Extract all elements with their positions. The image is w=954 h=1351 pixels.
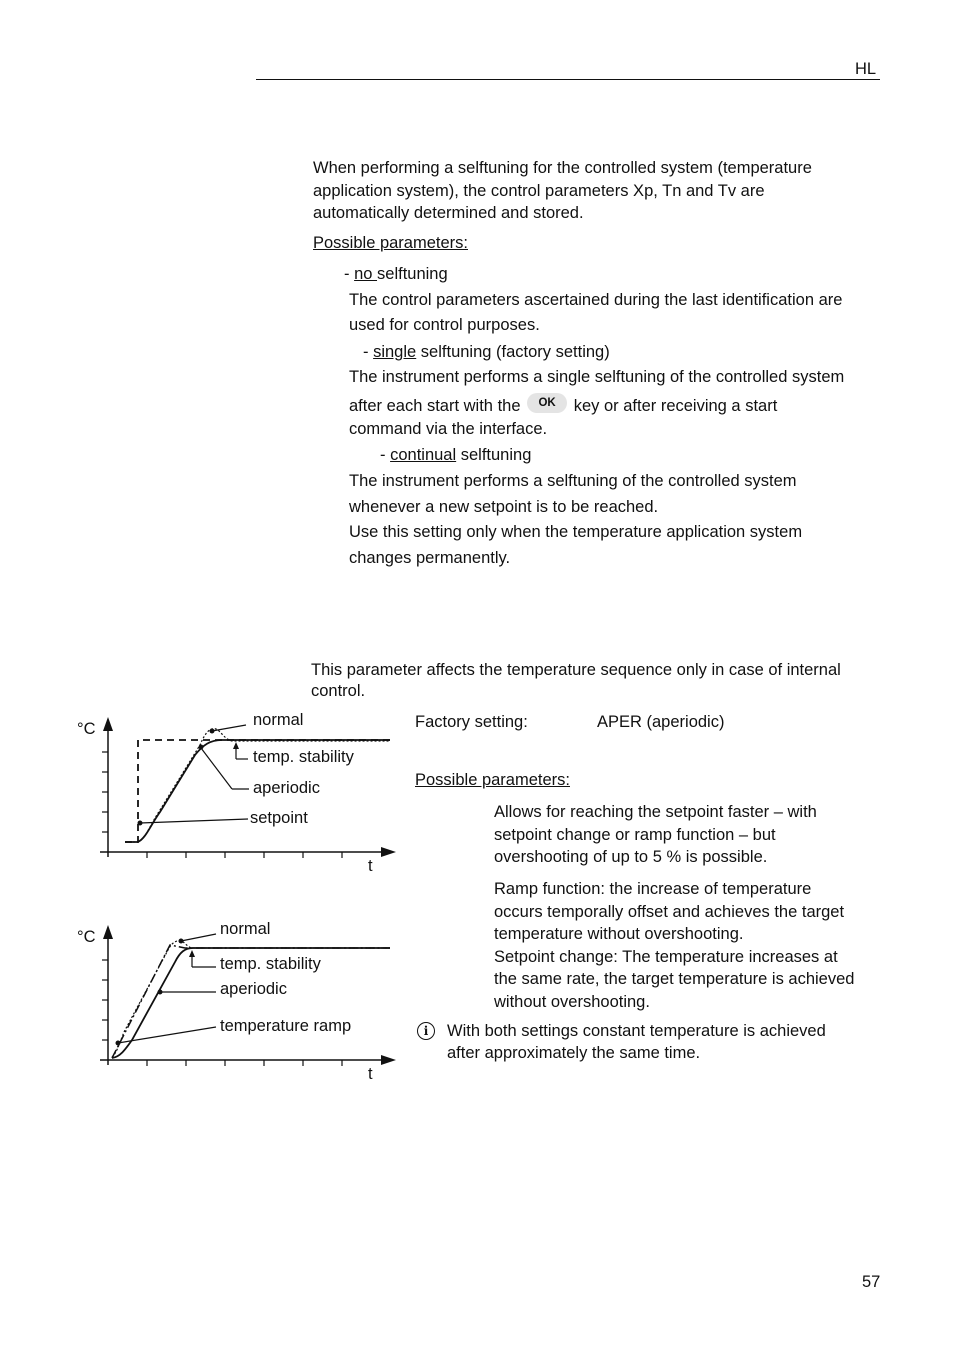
option-single-desc: command via the interface. bbox=[349, 420, 548, 438]
normal-description: Allows for reaching the setpoint faster – with setpoint change or ramp function – but overshooting of up to 5 % is possible. bbox=[494, 803, 817, 866]
option-continual-desc: Use this setting only when the temperature application system bbox=[349, 523, 803, 541]
option-no: - no selftuning bbox=[344, 265, 448, 283]
aperiodic-description: Ramp function: the increase of temperature occurs temporally offset and achieves the target temperature without overshooting. Setpoint change: The temperature increases at the same rate, the target temperature is achieved without overshooting. bbox=[494, 880, 855, 1011]
chart2-marker-temp-stability bbox=[189, 950, 195, 957]
chart2-marker-normal bbox=[179, 939, 184, 944]
chart1-xlabel: t bbox=[368, 857, 373, 875]
chart2-y-arrow bbox=[103, 925, 113, 939]
option-single-desc: after each start with the OK key or after receiving a start bbox=[349, 393, 777, 417]
chart1-annotation-aperiodic: aperiodic bbox=[253, 779, 320, 797]
chart1-annotation-setpoint: setpoint bbox=[250, 809, 308, 827]
option-no-desc: used for control purposes. bbox=[349, 316, 540, 334]
chart2-marker-temperature-ramp bbox=[116, 1041, 121, 1046]
chart2-ticks bbox=[102, 960, 342, 1066]
ok-key-icon: OK bbox=[527, 393, 567, 413]
chart2-ylabel: °C bbox=[77, 928, 96, 946]
page-number: 57 bbox=[862, 1273, 881, 1291]
option-continual-desc: changes permanently. bbox=[349, 549, 511, 567]
info-note: With both settings constant temperature is achieved after approximately the same time. bbox=[447, 1022, 826, 1062]
chart2-annotation-normal: normal bbox=[220, 920, 271, 938]
factory-setting-value: APER (aperiodic) bbox=[597, 713, 725, 731]
option-continual-desc: The instrument performs a selftuning of the controlled system bbox=[349, 472, 797, 490]
header-title: HL bbox=[855, 60, 877, 78]
factory-setting-label: Factory setting: bbox=[415, 713, 528, 731]
option-continual-desc: whenever a new setpoint is to be reached. bbox=[349, 498, 659, 516]
control-intro: This parameter affects the temperature sequence only in case of internal control. bbox=[311, 661, 841, 700]
chart1-ylabel: °C bbox=[77, 720, 96, 738]
chart2-aperiodic-curve bbox=[112, 948, 390, 1058]
chart2-xlabel: t bbox=[368, 1065, 373, 1083]
info-circle-icon: i bbox=[417, 1022, 435, 1040]
chart1-annotation-temp-stability: temp. stability bbox=[253, 748, 354, 766]
selftuning-intro: When performing a selftuning for the controlled system (temperature application system), the control parameters Xp, Tn and Tv are automatically determined and stored. bbox=[313, 159, 812, 222]
option-continual: - continual selftuning bbox=[380, 446, 532, 464]
control-possible-parameters-heading: Possible parameters: bbox=[415, 771, 570, 789]
possible-parameters-heading: Possible parameters: bbox=[313, 234, 468, 252]
chart2-x-arrow bbox=[381, 1055, 396, 1065]
option-no-desc: The control parameters ascertained during the last identification are bbox=[349, 291, 843, 309]
chart2-annotation-temp-stability: temp. stability bbox=[220, 955, 321, 973]
chart2-annotation-temperature-ramp: temperature ramp bbox=[220, 1017, 352, 1035]
chart2-marker-aperiodic bbox=[158, 990, 163, 995]
chart2-annotation-aperiodic: aperiodic bbox=[220, 980, 287, 998]
option-single-desc: The instrument performs a single selftuning of the controlled system bbox=[349, 368, 845, 386]
option-single: - single selftuning (factory setting) bbox=[363, 343, 610, 361]
chart1-annotation-normal: normal bbox=[253, 711, 304, 729]
